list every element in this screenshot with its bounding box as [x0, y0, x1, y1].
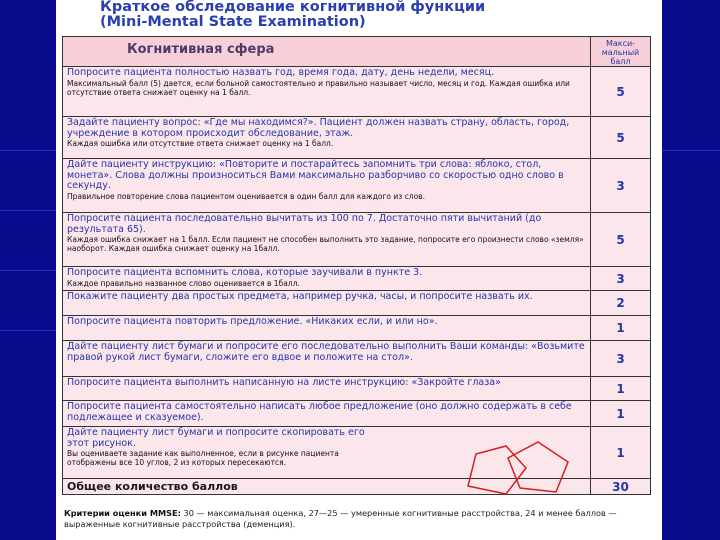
table-row	[63, 341, 651, 377]
row-task: Дайте пациенту лист бумаги и попросите скопировать его этот рисунок.	[67, 427, 365, 449]
mmse-table	[62, 36, 651, 495]
row-score: 3	[591, 341, 651, 377]
row-note: Правильное повторение слова пациентом оценивается в один балл для каждого из слов.	[67, 191, 425, 201]
row-task: Попросите пациента полностью назвать год, время года, дату, день недели, месяц.	[67, 67, 495, 78]
title-line: Краткое обследование когнитивной функции	[100, 0, 486, 15]
table-row	[63, 316, 651, 341]
row-task: Попросите пациента повторить предложение. «Никаких если, и или но».	[67, 316, 438, 327]
header-domain-label: Когнитивная сфера	[127, 42, 275, 57]
row-score: 1	[591, 316, 651, 341]
decor-line	[0, 330, 56, 331]
row-score: 5	[591, 67, 651, 117]
decor-line	[0, 270, 56, 271]
table-row	[63, 377, 651, 401]
document-page	[56, 0, 662, 540]
row-note: Вы оцениваете задание как выполненное, если в рисунке пациента отображены все 10 углов, 2 из которых пересекаются.	[67, 449, 339, 467]
pentagon-right	[508, 442, 568, 492]
header-domain-cell	[63, 37, 591, 67]
decor-line	[0, 210, 56, 211]
row-score: 5	[591, 117, 651, 159]
row-task: Дайте пациенту инструкцию: «Повторите и постарайтесь запомнить три слова: яблоко, стол, монета». Слова должны произноситься Вами максимально разборчиво со скоростью одно слово в секунду.	[67, 159, 564, 191]
intersecting-pentagons-figure	[446, 436, 626, 506]
table-row	[63, 67, 651, 117]
row-note: Каждая ошибка или отсутствие ответа снижает оценку на 1 балл.	[67, 139, 334, 148]
row-score: 1	[591, 377, 651, 401]
table-row	[63, 401, 651, 427]
total-score: 30	[591, 479, 651, 495]
row-score: 5	[591, 213, 651, 267]
row-task: Попросите пациента самостоятельно написать любое предложение (оно должно содержать в себе подлежащее и сказуемое).	[67, 401, 572, 423]
row-score: 1	[591, 401, 651, 427]
total-label: Общее количество баллов	[67, 480, 238, 493]
criteria-text: 30 — максимальная оценка, 27—25 — умеренные когнитивные расстройства, 24 и менее баллов — выраженные когнитивные расстройства (деменция).	[64, 508, 617, 529]
row-score: 2	[591, 291, 651, 316]
row-note: Каждое правильно названное слово оценивается в 1балл.	[67, 278, 300, 288]
row-score: 3	[591, 267, 651, 291]
header-score-cell	[591, 37, 651, 67]
title-line: (Mini-Mental State Examination)	[100, 14, 366, 30]
table-row	[63, 291, 651, 316]
row-score: 1	[591, 427, 651, 479]
row-task: Попросите пациента вспомнить слова, которые заучивали в пункте 3.	[67, 267, 423, 278]
decor-line	[0, 150, 56, 151]
page-title	[100, 0, 640, 30]
table-row	[63, 213, 651, 267]
row-task: Попросите пациента выполнить написанную на листе инструкцию: «Закройте глаза»	[67, 377, 501, 388]
row-task: Задайте пациенту вопрос: «Где мы находимся?». Пациент должен назвать страну, область, город, учреждение в котором происходит обследование, этаж.	[67, 117, 570, 139]
table-header-row	[63, 37, 651, 67]
row-task: Дайте пациенту лист бумаги и попросите его последовательно выполнить Ваши команды: «Возьмите правой рукой лист бумаги, сложите его вдвое и положите на стол».	[67, 341, 585, 363]
criteria-label: Критерии оценки MMSE:	[64, 508, 181, 518]
row-note: Максимальный балл (5) дается, если больной самостоятельно и правильно называет число, месяц и год. Каждая ошибка или отсутствие ответа снижает оценку на 1 балл.	[67, 78, 570, 97]
row-score: 3	[591, 159, 651, 213]
row-note: Каждая ошибка снижает на 1 балл. Если пациент не способен выполнить это задание, попросите его произнести слово «земля» наоборот. Каждая ошибка снижает оценку на 1балл.	[67, 235, 584, 253]
header-score-label: Макси-мальный балл	[601, 39, 640, 66]
mmse-criteria	[64, 508, 650, 530]
row-task: Покажите пациенту два простых предмета, например ручка, часы, и попросите назвать их.	[67, 291, 533, 302]
table-row	[63, 117, 651, 159]
table-row	[63, 159, 651, 213]
decor-line	[662, 150, 720, 151]
row-task: Попросите пациента последовательно вычитать из 100 по 7. Достаточно пяти вычитаний (до результата 65).	[67, 213, 542, 235]
table-row	[63, 267, 651, 291]
